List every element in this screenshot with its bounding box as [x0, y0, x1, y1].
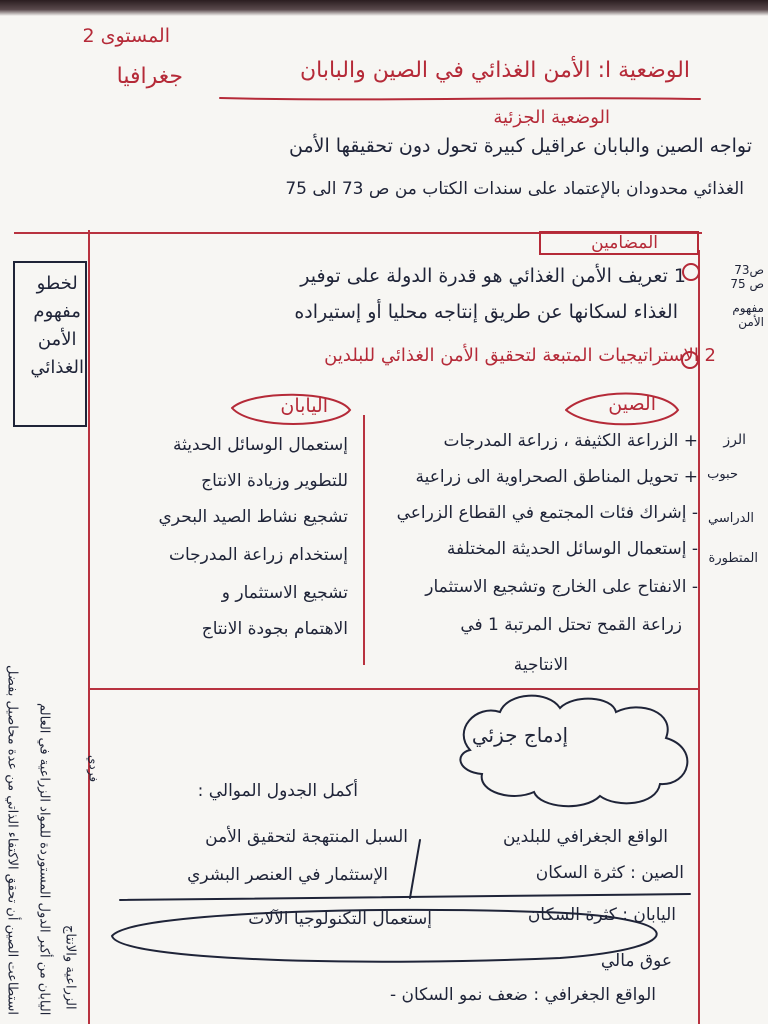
margin-note-rice: الرز — [723, 432, 746, 448]
japan-label-oval — [232, 395, 350, 424]
margin-note-concept: مفهوم الأمن — [732, 301, 764, 329]
japan-row-oval — [112, 910, 657, 962]
china-item: - إشراك فئات المجتمع في القطاع الزراعي — [396, 503, 698, 523]
subject-label: جغرافيا — [116, 64, 183, 89]
table-china-row-a: الصين : كثرة السكان — [535, 863, 684, 883]
table-japan-row-b: إستعمال التكنولوجيا الآلات — [248, 909, 432, 929]
integration-title: إدماج جزئي — [471, 723, 568, 747]
partial-title: الوضعية الجزئية — [493, 107, 610, 128]
japan-item: إستعمال الوسائل الحديثة — [173, 435, 348, 455]
complete-table-instruction: أكمل الجدول الموالي : — [197, 781, 358, 801]
contents-heading-box — [540, 232, 698, 254]
margin-note-tech: المتطورة — [708, 551, 758, 566]
table-row-divider — [120, 894, 690, 900]
japan-item: تشجيع نشاط الصيد البحري — [158, 507, 348, 527]
table-column-divider — [410, 840, 420, 898]
margin-note-study: الدراسي — [707, 511, 754, 526]
finance-note: عوق مالي — [600, 951, 672, 971]
japan-item: إستخدام زراعة المدرجات — [168, 545, 348, 565]
china-item: + الزراعة الكثيفة ، زراعة المدرجات — [443, 431, 698, 451]
table-col2-header: السبل المنتهجة لتحقيق الأمن — [205, 827, 408, 847]
title-underline — [220, 98, 700, 99]
circled-number-1 — [683, 264, 699, 280]
situation-title: الوضعية ا: الأمن الغذائي في الصين والبابان — [299, 58, 690, 83]
china-label: الصين — [608, 393, 656, 415]
left-vertical-note-2: اليابان من أكبر الدول المستوردة للمواد الزراعية في العالم — [36, 702, 52, 1015]
problem-line-2: الغذائي محدودان بالإعتماد على سندات الكتاب من ص 73 الى 75 — [285, 179, 744, 199]
table-china-row-b: الإستثمار في العنصر البشري — [187, 865, 388, 885]
contents-heading: المضامين — [591, 233, 658, 253]
left-vertical-note-3: الزراعية والانتاج — [62, 925, 78, 1010]
left-small-note: فردي — [86, 754, 101, 782]
china-item: - إستعمال الوسائل الحديثة المختلفة — [446, 539, 698, 559]
circled-number-2 — [682, 352, 698, 368]
problem-line-1: تواجه الصين والبابان عراقيل كبيرة تحول دون تحقيقها الأمن — [289, 135, 752, 157]
china-item: - الانفتاح على الخارج وتشجيع الاستثمار — [425, 577, 698, 597]
left-box-concept: لخطو مفهوم الأمن الغذائي — [30, 273, 84, 378]
japan-item: الاهتمام بجودة الانتاج — [201, 619, 348, 639]
margin-note-pages: ص73 ص 75 — [730, 263, 764, 291]
china-item: + تحويل المناطق الصحراوية الى زراعية — [415, 467, 698, 487]
level-label: المستوى 2 — [82, 25, 170, 47]
definition-line-2: الغذاء لسكانها عن طريق إنتاجه محليا أو إستيراده — [294, 301, 678, 323]
china-item: الانتاجية — [513, 655, 568, 675]
japan-item: للتطوير وزيادة الانتاج — [201, 471, 348, 491]
table-japan-row-a: اليابان : كثرة السكان — [527, 905, 676, 925]
china-label-oval — [566, 394, 678, 425]
left-vertical-note-1: استطاعت الصين أن تحقق الاكتفاء الذاتي من عدة محاصيل بفضل — [4, 665, 20, 1015]
left-concept-box — [14, 262, 86, 426]
japan-label: اليابان — [280, 395, 328, 417]
reality-line: الواقع الجغرافي : ضعف نمو السكان - — [389, 985, 656, 1005]
definition-line-1: 1 تعريف الأمن الغذائي هو قدرة الدولة على توفير — [300, 265, 686, 287]
china-item: زراعة القمح تحتل المرتبة 1 في — [460, 615, 682, 635]
table-col1-header: الواقع الجغرافي للبلدين — [502, 827, 668, 847]
integration-cloud — [460, 696, 687, 807]
japan-item: تشجيع الاستثمار و — [221, 583, 348, 603]
margin-note-cereals: حبوب — [707, 467, 738, 482]
strategies-heading: 2 الاستراتيجيات المتبعة لتحقيق الأمن الغذائي للبلدين — [324, 345, 716, 366]
